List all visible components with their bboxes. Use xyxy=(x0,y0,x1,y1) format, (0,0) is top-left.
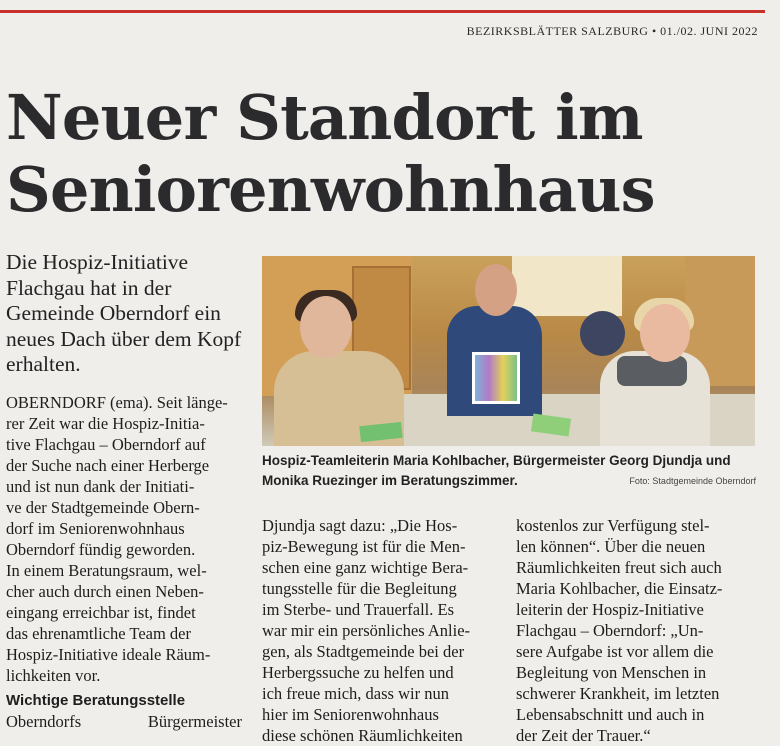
photo-credit: Foto: Stadtgemeinde Oberndorf xyxy=(629,476,756,486)
body-column-3: kostenlos zur Verfügung stel- len können“. Über die neuen Räumlichkeiten freut sich auch Maria Kohlbacher, die Einsatz- leiterin der Hospiz-Initiative Flachgau – Oberndorf: „Un- sere Aufgabe ist vor allem die Begleitung von Menschen in schwerer Krankheit, im letzten Lebensabschnitt und auch in der Zeit der Trauer.“ xyxy=(516,516,723,745)
photo-exercise-ball xyxy=(580,311,625,356)
photo-window xyxy=(512,256,622,316)
subheading: Wichtige Beratungsstelle xyxy=(6,692,186,709)
lead-paragraph: Die Hospiz-Initiative Flachgau hat in der Gemeinde Oberndorf ein neues Dach über dem Kopf erhalten. xyxy=(6,250,242,376)
photo-person-center-head xyxy=(475,264,517,316)
article-photo xyxy=(262,256,755,446)
body-column-2: Djundja sagt dazu: „Die Hos- piz-Bewegung ist für die Men- schen eine ganz wichtige Bera- tungsstelle für die Begleitung im Sterbe- und Trauerfall. Es war mir ein persönliches Anlie- gen, als Stadtgemeinde bei der Herbergssuche zu helfen und ich freue mich, dass wir nun hier im Seniorenwohnhaus diese schönen Räumlichkeiten xyxy=(262,516,471,745)
body-column-1-end: Oberndorfs Bürgermeister xyxy=(6,712,242,731)
photo-caption: Hospiz-Teamleiterin Maria Kohlbacher, Bürgermeister Georg Djundja und Monika Ruezinger im Beratungszimmer. xyxy=(262,453,731,488)
top-accent-rule xyxy=(0,10,765,13)
body-column-1: OBERNDORF (ema). Seit länge- rer Zeit war die Hospiz-Initia- tive Flachgau – Oberndorf auf der Suche nach einer Herberge und ist nun dank der Initiati- ve der Stadtgemeinde Obern- dorf im Seniorenwohnhaus Oberndorf fündig geworden. In einem Beratungsraum, wel- cher auch durch einen Neben- eingang erreichbar ist, findet das ehrenamtliche Team der Hospiz-Initiative ideale Räum- lichkeiten vor. xyxy=(6,393,228,685)
headline-line-2: Seniorenwohnhaus xyxy=(6,153,655,226)
masthead: BEZIRKSBLÄTTER SALZBURG • 01./02. JUNI 2022 xyxy=(466,24,758,38)
headline-line-1: Neuer Standort im xyxy=(6,81,643,154)
photo-flyer xyxy=(472,352,520,404)
photo-person-right-head xyxy=(640,304,690,362)
headline xyxy=(6,82,766,226)
photo-person-left-head xyxy=(300,296,352,358)
photo-person-right-scarf xyxy=(617,356,687,386)
